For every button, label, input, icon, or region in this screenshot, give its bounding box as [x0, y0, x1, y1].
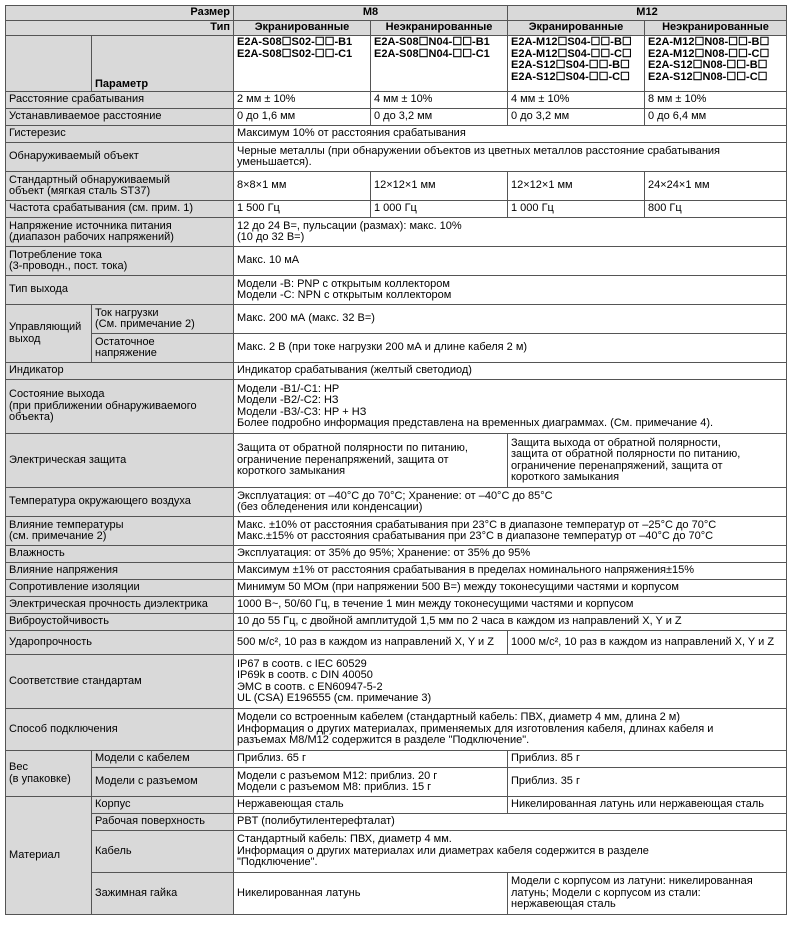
cell-value: 4 мм ± 10% [371, 92, 508, 109]
row-label: Материал [6, 797, 92, 915]
row-weight-connector [6, 768, 787, 797]
row-label: Стандартный обнаруживаемый объект (мягкая сталь ST37) [6, 172, 234, 201]
cell-value: Никелированная латунь или нержавеющая сталь [508, 797, 787, 814]
cell-value: Эксплуатация: от –40°C до 70°C; Хранение: от –40°C до 85°C (без обледенения или конденсации) [234, 488, 787, 517]
row-vibration [6, 614, 787, 631]
cell-value: Никелированная латунь [234, 873, 508, 915]
cell-value: 1 000 Гц [508, 201, 645, 218]
row-control-output-load [6, 305, 787, 334]
row-material-housing [6, 797, 787, 814]
row-ambient-temp [6, 488, 787, 517]
row-material-cable [6, 831, 787, 873]
row-humidity [6, 546, 787, 563]
row-label: Тип выхода [6, 276, 234, 305]
cell-value: PBT (полибутилентерефталат) [234, 814, 787, 831]
row-standards [6, 655, 787, 709]
row-object [6, 143, 787, 172]
row-label: Обнаруживаемый объект [6, 143, 234, 172]
m12-header: M12 [508, 6, 787, 21]
row-label: Способ подключения [6, 709, 234, 751]
sub-label: Модели с кабелем [92, 751, 234, 768]
cell-value: 12×12×1 мм [371, 172, 508, 201]
cell-value: 12 до 24 В=, пульсации (размах): макс. 10% (10 до 32 В=) [234, 218, 787, 247]
row-label: Устанавливаемое расстояние [6, 109, 234, 126]
row-set-distance [6, 109, 787, 126]
header-type-row [6, 21, 787, 36]
row-label: Сопротивление изоляции [6, 580, 234, 597]
row-label: Виброустойчивость [6, 614, 234, 631]
row-label: Расстояние срабатывания [6, 92, 234, 109]
param-spacer [6, 36, 92, 92]
cell-value: Минимум 50 МОм (при напряжении 500 В=) между токонесущими частями и корпусом [234, 580, 787, 597]
m8-shielded-header: Экранированные [234, 21, 371, 36]
row-label: Управляющий выход [6, 305, 92, 363]
row-label: Ударопрочность [6, 631, 234, 655]
row-shock [6, 631, 787, 655]
row-current [6, 247, 787, 276]
cell-value: 24×24×1 мм [645, 172, 787, 201]
row-supply-voltage [6, 218, 787, 247]
cell-value: IP67 в соотв. с IEC 60529 IP69k в соотв. с DIN 40050 ЭМС в соотв. с EN60947-5-2 UL (CSA) E196555 (см. примечание 3) [234, 655, 787, 709]
cell-value: 12×12×1 мм [508, 172, 645, 201]
cell-value: 0 до 3,2 мм [371, 109, 508, 126]
sub-label: Остаточное напряжение [92, 334, 234, 363]
cell-value: 2 мм ± 10% [234, 92, 371, 109]
sub-label: Рабочая поверхность [92, 814, 234, 831]
cell-value: Модели -B: PNP с открытым коллектором Модели -C: NPN с открытым коллектором [234, 276, 787, 305]
row-label: Электрическая защита [6, 434, 234, 488]
cell-value: Максимум ±1% от расстояния срабатывания в пределах номинального напряжения±15% [234, 563, 787, 580]
cell-value: Стандартный кабель: ПВХ, диаметр 4 мм. Информация о других материалах или диаметрах кабеля содержится в разделе "Подключение". [234, 831, 787, 873]
row-label: Потребление тока (3-проводн., пост. тока) [6, 247, 234, 276]
cell-value: 800 Гц [645, 201, 787, 218]
model-codes-m8-unshielded: E2A-S08☐N04-☐☐-B1 E2A-S08☐N04-☐☐-C1 [371, 36, 508, 92]
m12-unshielded-header: Неэкранированные [645, 21, 787, 36]
cell-value: 1000 В~, 50/60 Гц, в течение 1 мин между токонесущими частями и корпусом [234, 597, 787, 614]
row-label: Температура окружающего воздуха [6, 488, 234, 517]
cell-value: 0 до 6,4 мм [645, 109, 787, 126]
row-label: Гистерезис [6, 126, 234, 143]
specifications-table [5, 5, 787, 915]
header-models-row [6, 36, 787, 92]
sub-label: Кабель [92, 831, 234, 873]
row-protection [6, 434, 787, 488]
m8-unshielded-header: Неэкранированные [371, 21, 508, 36]
row-sensing-distance [6, 92, 787, 109]
row-label: Частота срабатывания (см. прим. 1) [6, 201, 234, 218]
sub-label: Корпус [92, 797, 234, 814]
row-label: Индикатор [6, 363, 234, 380]
row-material-nut [6, 873, 787, 915]
row-label: Влияние напряжения [6, 563, 234, 580]
row-output-state [6, 380, 787, 434]
cell-value: 10 до 55 Гц, с двойной амплитудой 1,5 мм по 2 часа в каждом из направлений X, Y и Z [234, 614, 787, 631]
cell-value: 1000 м/с², 10 раз в каждом из направлений X, Y и Z [508, 631, 787, 655]
row-dielectric [6, 597, 787, 614]
row-indicator [6, 363, 787, 380]
cell-value: Модели с корпусом из латуни: никелированная латунь; Модели с корпусом из стали: нержавеющая сталь [508, 873, 787, 915]
row-temp-influence [6, 517, 787, 546]
cell-value: 0 до 3,2 мм [508, 109, 645, 126]
cell-value: Защита выхода от обратной полярности, защита от обратной полярности по питанию, ограничение перенапряжений, защита от короткого замыкания [508, 434, 787, 488]
cell-value: Эксплуатация: от 35% до 95%; Хранение: от 35% до 95% [234, 546, 787, 563]
cell-value: Нержавеющая сталь [234, 797, 508, 814]
row-label: Вес (в упаковке) [6, 751, 92, 797]
cell-value: 4 мм ± 10% [508, 92, 645, 109]
cell-value: Макс. 10 мА [234, 247, 787, 276]
row-material-face [6, 814, 787, 831]
m12-shielded-header: Экранированные [508, 21, 645, 36]
size-label: Размер [6, 6, 234, 21]
row-label: Влияние температуры (см. примечание 2) [6, 517, 234, 546]
row-insulation [6, 580, 787, 597]
m8-header: M8 [234, 6, 508, 21]
cell-value: Черные металлы (при обнаружении объектов из цветных металлов расстояние срабатывания уменьшается). [234, 143, 787, 172]
cell-value: Приблиз. 85 г [508, 751, 787, 768]
row-label: Влажность [6, 546, 234, 563]
row-label: Соответствие стандартам [6, 655, 234, 709]
model-codes-m8-shielded: E2A-S08☐S02-☐☐-B1 E2A-S08☐S02-☐☐-C1 [234, 36, 371, 92]
cell-value: 1 500 Гц [234, 201, 371, 218]
model-codes-m12-unshielded: E2A-M12☐N08-☐☐-B☐ E2A-M12☐N08-☐☐-C☐ E2A-S12☐N08-☐☐-B☐ E2A-S12☐N08-☐☐-C☐ [645, 36, 787, 92]
row-weight-cable [6, 751, 787, 768]
cell-value: Макс. 200 мА (макс. 32 В=) [234, 305, 787, 334]
cell-value: Приблиз. 65 г [234, 751, 508, 768]
sub-label: Модели с разъемом [92, 768, 234, 797]
row-connection [6, 709, 787, 751]
row-standard-object [6, 172, 787, 201]
header-size-row [6, 6, 787, 21]
row-hysteresis [6, 126, 787, 143]
row-label: Электрическая прочность диэлектрика [6, 597, 234, 614]
row-output-type [6, 276, 787, 305]
cell-value: Макс. 2 В (при токе нагрузки 200 мА и длине кабеля 2 м) [234, 334, 787, 363]
sub-label: Зажимная гайка [92, 873, 234, 915]
sub-label: Ток нагрузки (См. примечание 2) [92, 305, 234, 334]
row-control-output-residual [6, 334, 787, 363]
cell-value: Модели с разъемом M12: приблиз. 20 г Модели с разъемом M8: приблиз. 15 г [234, 768, 508, 797]
cell-value: 1 000 Гц [371, 201, 508, 218]
type-label: Тип [6, 21, 234, 36]
cell-value: Максимум 10% от расстояния срабатывания [234, 126, 787, 143]
cell-value: Защита от обратной полярности по питанию, ограничение перенапряжений, защита от короткого замыкания [234, 434, 508, 488]
cell-value: Приблиз. 35 г [508, 768, 787, 797]
cell-value: Модели со встроенным кабелем (стандартный кабель: ПВХ, диаметр 4 мм, длина 2 м) Информация о других материалах, применяемых для изготовления кабеля, длинах кабеля и разъемах M8/M12 содержится в разделе "Подключение". [234, 709, 787, 751]
param-label: Параметр [92, 36, 234, 92]
row-label: Напряжение источника питания (диапазон рабочих напряжений) [6, 218, 234, 247]
cell-value: 8×8×1 мм [234, 172, 371, 201]
row-label: Состояние выхода (при приближении обнаруживаемого объекта) [6, 380, 234, 434]
row-frequency [6, 201, 787, 218]
cell-value: Индикатор срабатывания (желтый светодиод) [234, 363, 787, 380]
cell-value: Макс. ±10% от расстояния срабатывания при 23°C в диапазоне температур от –25°C до 70°C Макс.±15% от расстояния срабатывания при 23°C в диапазоне температур от –40°C до 70°C [234, 517, 787, 546]
cell-value: 500 м/с², 10 раз в каждом из направлений X, Y и Z [234, 631, 508, 655]
cell-value: 0 до 1,6 мм [234, 109, 371, 126]
row-voltage-influence [6, 563, 787, 580]
cell-value: 8 мм ± 10% [645, 92, 787, 109]
model-codes-m12-shielded: E2A-M12☐S04-☐☐-B☐ E2A-M12☐S04-☐☐-C☐ E2A-S12☐S04-☐☐-B☐ E2A-S12☐S04-☐☐-C☐ [508, 36, 645, 92]
cell-value: Модели -B1/-C1: НР Модели -B2/-C2: НЗ Модели -B3/-C3: НР + НЗ Более подробно информация представлена на временных диаграммах. (См. примечание 4). [234, 380, 787, 434]
